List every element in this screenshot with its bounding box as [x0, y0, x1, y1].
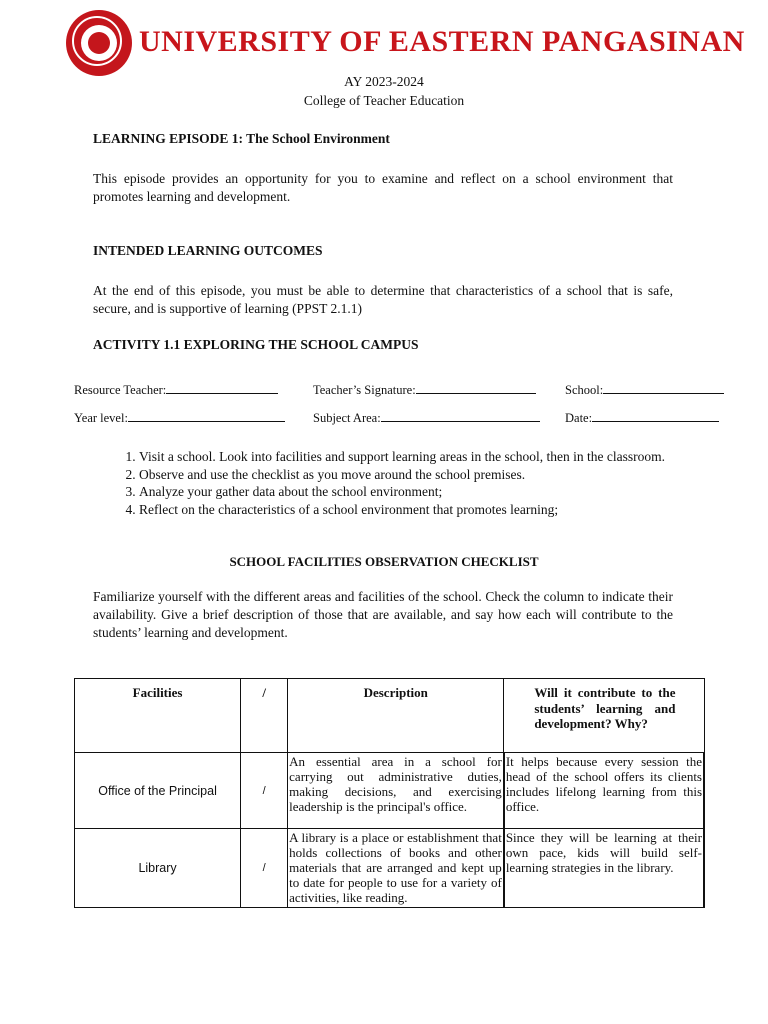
university-seal-icon [66, 10, 132, 76]
column-header-facilities: Facilities [75, 679, 241, 753]
outcomes-heading: INTENDED LEARNING OUTCOMES [93, 243, 323, 258]
steps-list [93, 448, 667, 518]
availability-check[interactable]: / [241, 829, 288, 908]
table-row [75, 753, 705, 829]
list-item: 2. Observe and use the checklist as you move around the school premises. [139, 466, 667, 484]
year-level-field[interactable]: Year level: [74, 409, 285, 426]
list-item: 4. Reflect on the characteristics of a school environment that promotes learning; [139, 501, 667, 519]
college-name: College of Teacher Education [303, 93, 465, 108]
episode-title: LEARNING EPISODE 1: The School Environment [93, 131, 390, 146]
list-item: 1. Visit a school. Look into facilities and support learning areas in the school, then in the classroom. [139, 448, 667, 466]
facility-contribution: Since they will be learning at their own pace, kids will build self-learning strategies in the library. [504, 829, 704, 908]
list-item: 3. Analyze your gather data about the school environment; [139, 483, 667, 501]
subject-area-field[interactable]: Subject Area: [313, 409, 540, 426]
checklist-table [74, 678, 705, 908]
table-row [75, 829, 705, 908]
resource-teacher-field[interactable]: Resource Teacher: [74, 381, 278, 398]
facility-description: A library is a place or establishment that holds collections of books and other materials that are arranged and kept up to date for people to use for a variety of activities, like reading. [288, 829, 504, 908]
university-name: UNIVERSITY OF EASTERN PANGASINAN [139, 25, 745, 58]
facility-contribution: It helps because every session the head of the school offers its clients includes lifelong learning from this office. [504, 753, 704, 829]
activity-heading: ACTIVITY 1.1 EXPLORING THE SCHOOL CAMPUS [93, 337, 419, 352]
facility-description: An essential area in a school for carrying out administrative duties, making decisions, and exercising leadership is the principal's office. [288, 753, 504, 829]
academic-year: AY 2023-2024 [344, 74, 424, 89]
facility-name: Office of the Principal [75, 753, 241, 829]
school-field[interactable]: School: [565, 381, 724, 398]
facility-name: Library [75, 829, 241, 908]
availability-check[interactable]: / [241, 753, 288, 829]
checklist-instructions: Familiarize yourself with the different areas and facilities of the school. Check the column to indicate their availability. Give a brief description of those that are available, and say how each will contribute to the students’ learning and development. [93, 589, 673, 640]
episode-intro: This episode provides an opportunity for you to examine and reflect on a school environment that promotes learning and development. [93, 171, 673, 204]
date-field[interactable]: Date: [565, 409, 719, 426]
checklist-title: SCHOOL FACILITIES OBSERVATION CHECKLIST [229, 554, 539, 569]
outcomes-text: At the end of this episode, you must be able to determine that characteristics of a school that is safe, secure, and is supportive of learning (PPST 2.1.1) [93, 283, 673, 316]
column-header-contribution: Will it contribute to the students’ learning and development? Why? [504, 679, 704, 753]
table-header-row [75, 679, 705, 753]
column-header-check: / [241, 679, 288, 753]
teacher-signature-field[interactable]: Teacher’s Signature: [313, 381, 536, 398]
column-header-description: Description [288, 679, 504, 753]
